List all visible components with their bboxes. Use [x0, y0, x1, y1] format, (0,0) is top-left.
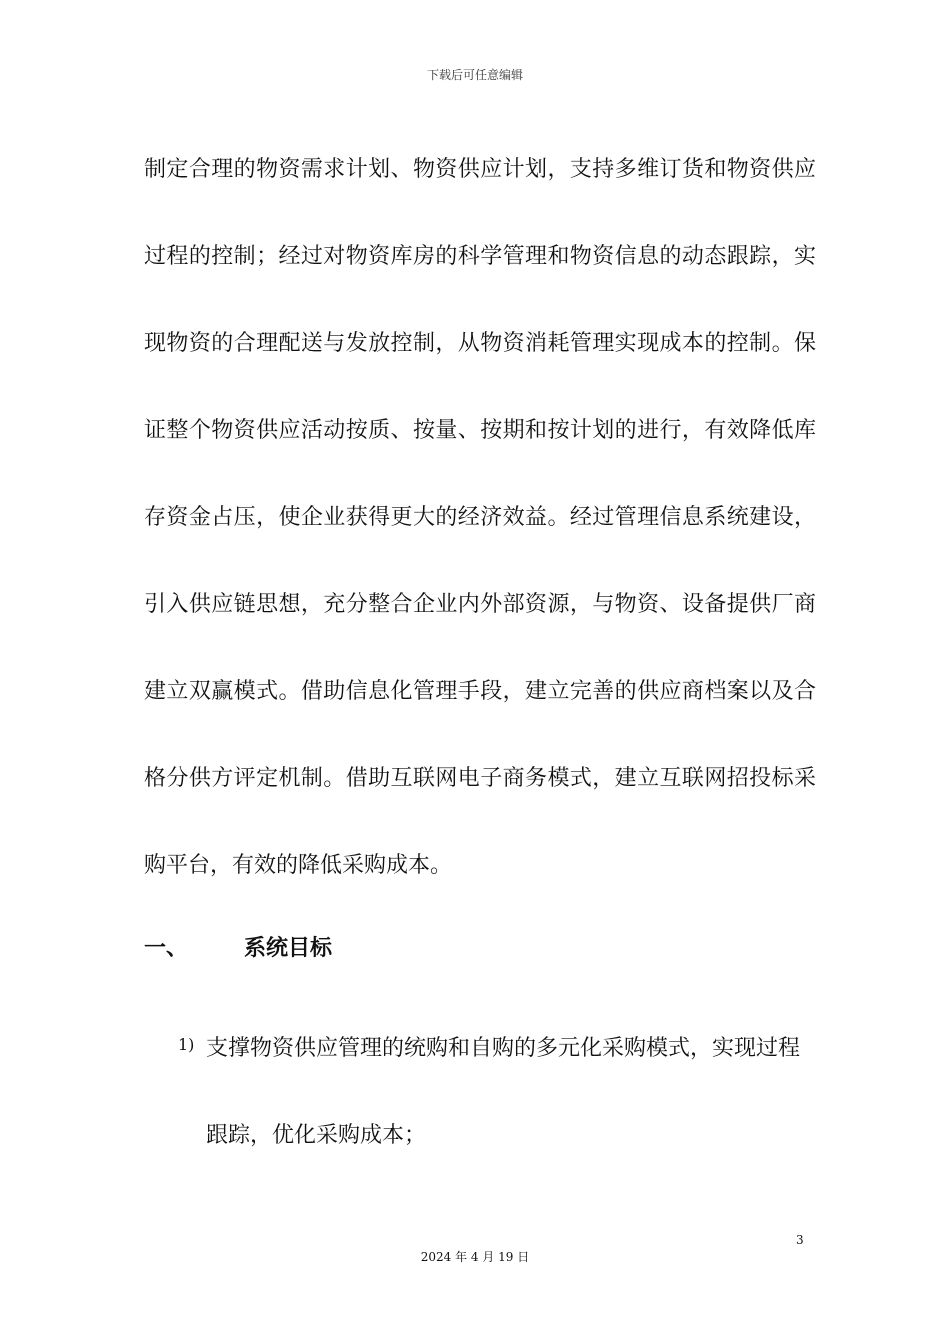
section-title: 系统目标 — [244, 936, 333, 961]
list-item — [178, 1005, 818, 1179]
list-item-text: 支撑物资供应管理的统购和自购的多元化采购模式，实现过程跟踪，优化采购成本； — [206, 1036, 801, 1148]
list-item-number: 1) — [178, 1035, 195, 1054]
page-header: 下载后可任意编辑 — [426, 68, 523, 82]
section-heading — [144, 925, 332, 973]
page-footer-date: 2024 年 4 月 19 日 — [420, 1250, 530, 1264]
body-paragraph: 制定合理的物资需求计划、物资供应计划，支持多维订货和物资供应过程的控制；经过对物资库房的科学管理和物资信息的动态跟踪，实现物资的合理配送与发放控制，从物资消耗管理实现成本的控制。保证整个物资供应活动按质、按量、按期和按计划的进行，有效降低库存资金占压，使企业获得更大的经济效益。经过管理信息系统建设，引入供应链思想，充分整合企业内外部资源，与物资、设备提供厂商建立双赢模式。借助信息化管理手段，建立完善的供应商档案以及合格分供方评定机制。借助互联网电子商务模式，建立互联网招投标采购平台，有效的降低采购成本。 — [144, 157, 816, 878]
page-number: 3 — [796, 1233, 804, 1247]
section-number: 一、 — [144, 936, 189, 961]
